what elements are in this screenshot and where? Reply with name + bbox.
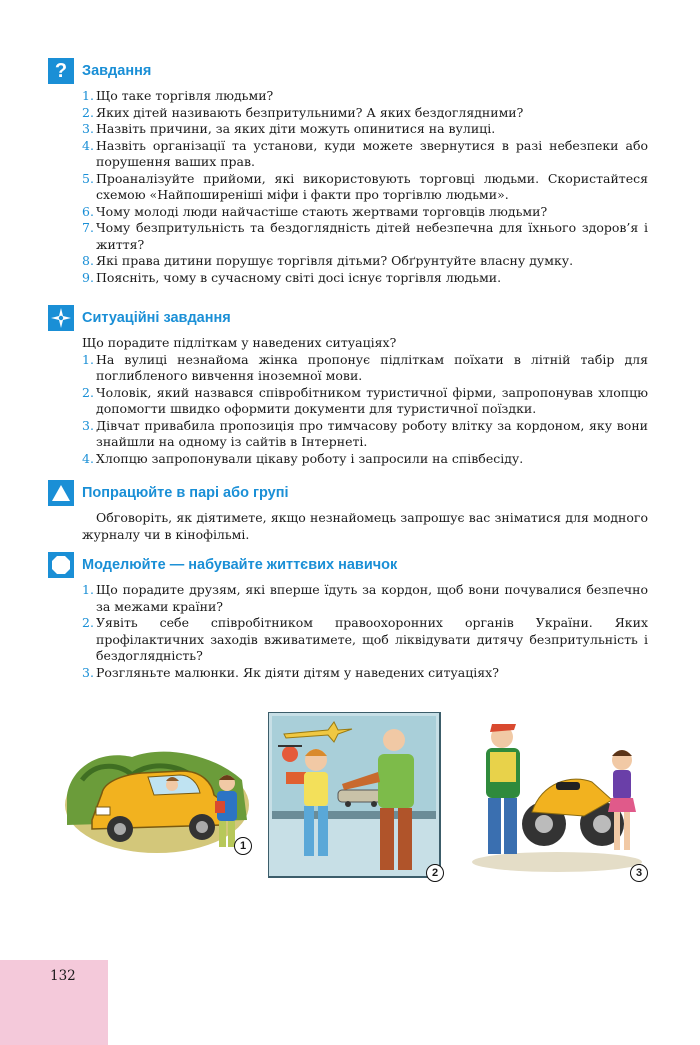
list-item: 3. Розгляньте малюнки. Як діяти дітям у наведених ситуаціях? <box>82 664 499 680</box>
section-situational-header <box>48 305 648 331</box>
section-pair-work-header <box>48 480 648 506</box>
pair-work-text: Обговоріть, як діятимете, якщо незнайомець запрошує вас зніматися для модного журналу чи в кінофільмі. <box>82 510 648 542</box>
list-item: 9. Поясніть, чому в сучасному світі досі існує торгівля людьми. <box>82 269 502 285</box>
section-tasks <box>48 58 648 286</box>
list-item: 4. Хлопцю запропонували цікаву роботу і запросили на співбесіду. <box>82 450 524 466</box>
illustration-label-3: 3 <box>630 864 648 882</box>
list-item: 4. Назвіть організації та установи, куди можете звернутися в разі небезпеки або порушення ваших прав. <box>82 137 648 169</box>
octagon-icon <box>48 552 74 578</box>
illustration-motorcycle <box>462 712 652 884</box>
section-pair-work <box>48 480 648 543</box>
list-item: 1. На вулиці незнайома жінка пропонує підліткам поїхати в літній табір для поглибленого вивчення іноземної мови. <box>82 351 648 383</box>
illustration-label-1: 1 <box>234 837 252 855</box>
page-number: 132 <box>50 968 76 984</box>
list-item: 5. Проаналізуйте прийоми, які використовують торговці людьми. Скористайтеся схемою «Найпоширеніші міфи і факти про торгівлю людьми». <box>82 170 648 202</box>
section-modeling-header <box>48 552 648 578</box>
section-modeling <box>48 552 648 681</box>
list-item: 2. Уявіть себе співробітником правоохоронних органів України. Яких профілактичних заходів вживатимете, щоб ліквідувати дитячу безпритульність і бездоглядність? <box>82 615 648 663</box>
triangle-icon <box>48 480 74 506</box>
list-item: 3. Назвіть причини, за яких діти можуть опинитися на вулиці. <box>82 121 496 136</box>
section-modeling-title: Моделюйте — набувайте життєвих навичок <box>82 557 398 573</box>
list-item: 1. Що таке торгівля людьми? <box>82 88 274 103</box>
list-item: 7. Чому безпритульність та бездоглядність дітей небезпечна для їхнього здоров’я і життя? <box>82 220 648 252</box>
section-situational <box>48 305 648 467</box>
section-pair-work-title: Попрацюйте в парі або групі <box>82 485 289 501</box>
tasks-list <box>48 88 648 286</box>
list-item: 6. Чому молоді люди найчастіше стають жертвами торговців людьми? <box>82 203 548 219</box>
list-item: 1. Що порадите друзям, які вперше їдуть за кордон, щоб вони почувалися безпечно за межами країни? <box>82 582 648 614</box>
list-item: 3. Дівчат привабила пропозиція про тимчасову роботу влітку за кордоном, яку вони знайшли на одному із сайтів в Інтернеті. <box>82 417 648 449</box>
situational-intro: Що порадите підліткам у наведених ситуаціях? <box>82 335 397 350</box>
list-item: 2. Яких дітей називають безпритульними? А яких бездоглядними? <box>82 104 524 120</box>
list-item: 2. Чоловік, який назвався співробітником туристичної фірми, запропонував хлопцю допомогти швидко оформити документи для туристичної поїздки. <box>82 384 648 416</box>
situational-list <box>48 352 648 468</box>
question-icon: ? <box>48 58 74 84</box>
section-tasks-header <box>48 58 648 84</box>
list-item: 8. Які права дитини порушує торгівля дітьми? Обґрунтуйте власну думку. <box>82 253 574 268</box>
illustration-shop-window <box>268 712 446 884</box>
illustration-label-2: 2 <box>426 864 444 882</box>
compass-star-icon <box>48 305 74 331</box>
illustration-car <box>62 725 252 860</box>
section-tasks-title: Завдання <box>82 63 152 79</box>
section-situational-title: Ситуаційні завдання <box>82 310 231 326</box>
modeling-list <box>48 582 648 681</box>
